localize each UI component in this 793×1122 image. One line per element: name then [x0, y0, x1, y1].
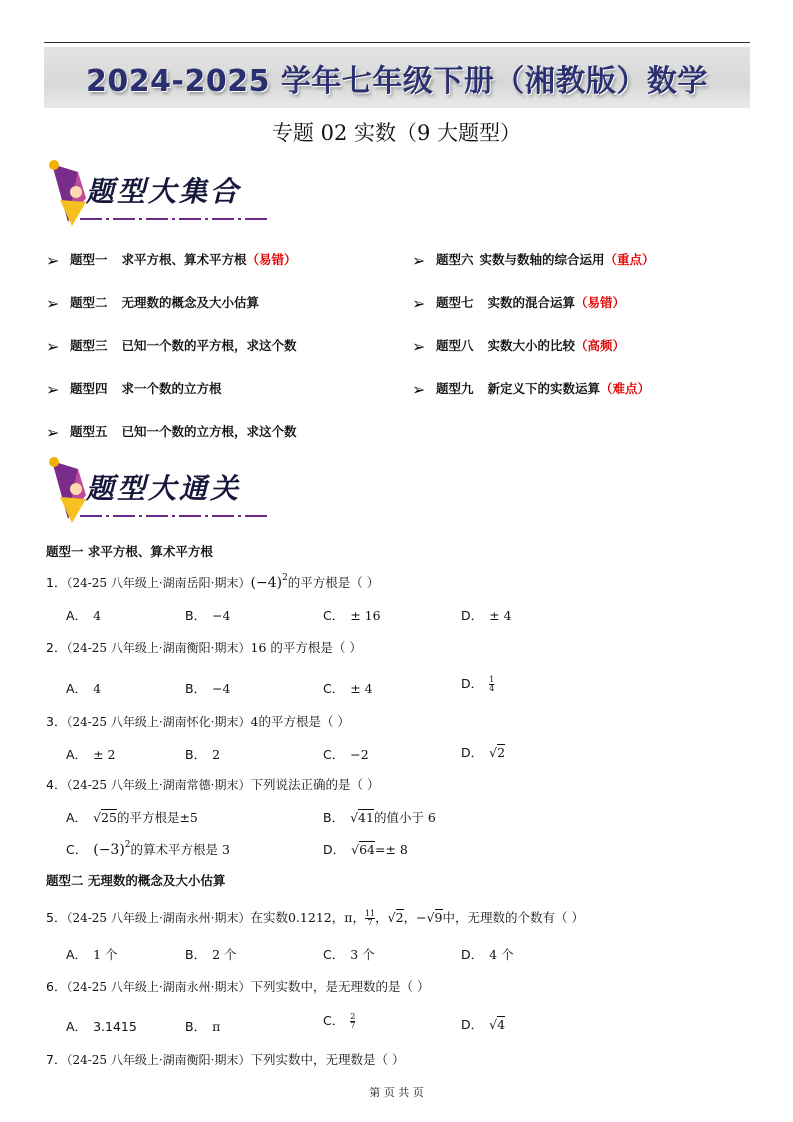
- top-rule: [44, 42, 750, 43]
- banner-underline: [80, 215, 270, 223]
- sqrt-sign: √: [350, 810, 359, 825]
- section-heading-2: 题型二 无理数的概念及大小估算: [46, 873, 226, 888]
- q1-option-d[interactable]: D． ± 4: [461, 608, 512, 623]
- q3-option-c[interactable]: C． −2: [323, 747, 369, 762]
- section-heading-1: 题型一 求平方根、算术平方根: [46, 544, 213, 559]
- q4-option-b[interactable]: B． √41的值小于 6: [323, 810, 436, 825]
- sqrt-sign: √: [489, 1017, 498, 1032]
- section-banner-pass: [46, 455, 268, 525]
- q6-option-a[interactable]: A． 3.1415: [66, 1019, 137, 1034]
- question-1: 1．（24-25 八年级上·湖南岳阳·期末）$(-4)^2$的平方根是（ ）: [46, 573, 380, 591]
- q2-option-a[interactable]: A． 4: [66, 681, 102, 696]
- toc-item-2[interactable]: ➢ 题型二 无理数的概念及大小估算: [46, 294, 260, 313]
- fraction: $\frac{2}{7}$: [350, 1012, 356, 1030]
- q5-option-a[interactable]: A． 1 个: [66, 947, 118, 962]
- q3-option-a[interactable]: A． ± 2: [66, 747, 116, 762]
- q3-option-b[interactable]: B． 2: [185, 747, 221, 762]
- q1-option-c[interactable]: C． ± 16: [323, 608, 381, 623]
- arrow-icon: ➢: [46, 294, 60, 313]
- arrow-icon: ➢: [46, 251, 60, 270]
- q5-option-b[interactable]: B． 2 个: [185, 947, 237, 962]
- q1-option-b[interactable]: B． −4: [185, 608, 231, 623]
- question-3: 3．（24-25 八年级上·湖南怀化·期末）4的平方根是（ ）: [46, 714, 350, 729]
- q5-option-c[interactable]: C． 3 个: [323, 947, 375, 962]
- fraction: $\frac{1}{4}$: [489, 675, 495, 693]
- banner-underline: [80, 512, 270, 520]
- sqrt-sign: √: [93, 810, 102, 825]
- q6-option-d[interactable]: D． √4: [461, 1017, 506, 1032]
- toc-item-1[interactable]: ➢ 题型一 求平方根、算术平方根（易错）: [46, 251, 297, 270]
- sqrt-sign: √: [387, 910, 396, 925]
- sqrt-sign: √: [489, 745, 498, 760]
- q5-option-d[interactable]: D． 4 个: [461, 947, 514, 962]
- banner-title: 2024-2025 学年七年级下册（湘教版）数学: [86, 64, 708, 99]
- sqrt-sign: √: [426, 910, 435, 925]
- sqrt-sign: √: [351, 842, 360, 857]
- question-6: 6．（24-25 八年级上·湖南永州·期末）下列实数中，是无理数的是（ ）: [46, 979, 430, 994]
- arrow-icon: ➢: [46, 423, 60, 442]
- page-subtitle: 专题 02 实数（9 大题型）: [271, 121, 522, 145]
- toc-item-6[interactable]: ➢ 题型六 实数与数轴的综合运用（重点）: [412, 251, 655, 270]
- q4-option-c[interactable]: C． $(-3)^2$的算术平方根是 3: [66, 840, 230, 858]
- arrow-icon: ➢: [412, 337, 426, 356]
- toc-item-8[interactable]: ➢ 题型八 实数大小的比较（高频）: [412, 337, 626, 356]
- toc-item-4[interactable]: ➢ 题型四 求一个数的立方根: [46, 380, 222, 399]
- page-footer: 第 页 共 页: [369, 1086, 424, 1099]
- arrow-icon: ➢: [412, 380, 426, 399]
- q6-option-c[interactable]: C． $\frac{2}{7}$: [323, 1012, 356, 1030]
- title-banner: [44, 47, 750, 108]
- arrow-icon: ➢: [46, 337, 60, 356]
- section-banner-pass-title: 题型大通关: [86, 472, 242, 505]
- q2-option-b[interactable]: B． −4: [185, 681, 231, 696]
- q3-option-d[interactable]: D． √2: [461, 745, 506, 760]
- question-7: 7．（24-25 八年级上·湖南衡阳·期末）下列实数中，无理数是（ ）: [46, 1052, 405, 1067]
- toc-item-7[interactable]: ➢ 题型七 实数的混合运算（易错）: [412, 294, 626, 313]
- question-4: 4．（24-25 八年级上·湖南常德·期末）下列说法正确的是（ ）: [46, 777, 380, 792]
- arrow-icon: ➢: [46, 380, 60, 399]
- fraction: $\frac{11}{7}$: [364, 909, 376, 927]
- arrow-icon: ➢: [412, 251, 426, 270]
- question-2: 2．（24-25 八年级上·湖南衡阳·期末）16 的平方根是（ ）: [46, 640, 362, 655]
- section-banner-collection-title: 题型大集合: [86, 175, 242, 208]
- toc-item-5[interactable]: ➢ 题型五 已知一个数的立方根，求这个数: [46, 423, 297, 442]
- q6-option-b[interactable]: B． π: [185, 1019, 221, 1034]
- section-banner-collection: [46, 158, 268, 228]
- q1-option-a[interactable]: A． 4: [66, 608, 102, 623]
- q4-option-a[interactable]: A． √25的平方根是±5: [66, 810, 198, 825]
- arrow-icon: ➢: [412, 294, 426, 313]
- question-5: 5．（24-25 八年级上·湖南永州·期末）在实数0.1212，π， $\frac{11}{7}$ ，√2，−√9中，无理数的个数有（ ）: [46, 909, 584, 927]
- q2-option-d[interactable]: D． $\frac{1}{4}$: [461, 675, 495, 693]
- q4-option-d[interactable]: D． √64=± 8: [323, 842, 408, 857]
- toc-item-3[interactable]: ➢ 题型三 已知一个数的平方根，求这个数: [46, 337, 297, 356]
- toc-item-9[interactable]: ➢ 题型九 新定义下的实数运算（难点）: [412, 380, 651, 399]
- q2-option-c[interactable]: C． ± 4: [323, 681, 373, 696]
